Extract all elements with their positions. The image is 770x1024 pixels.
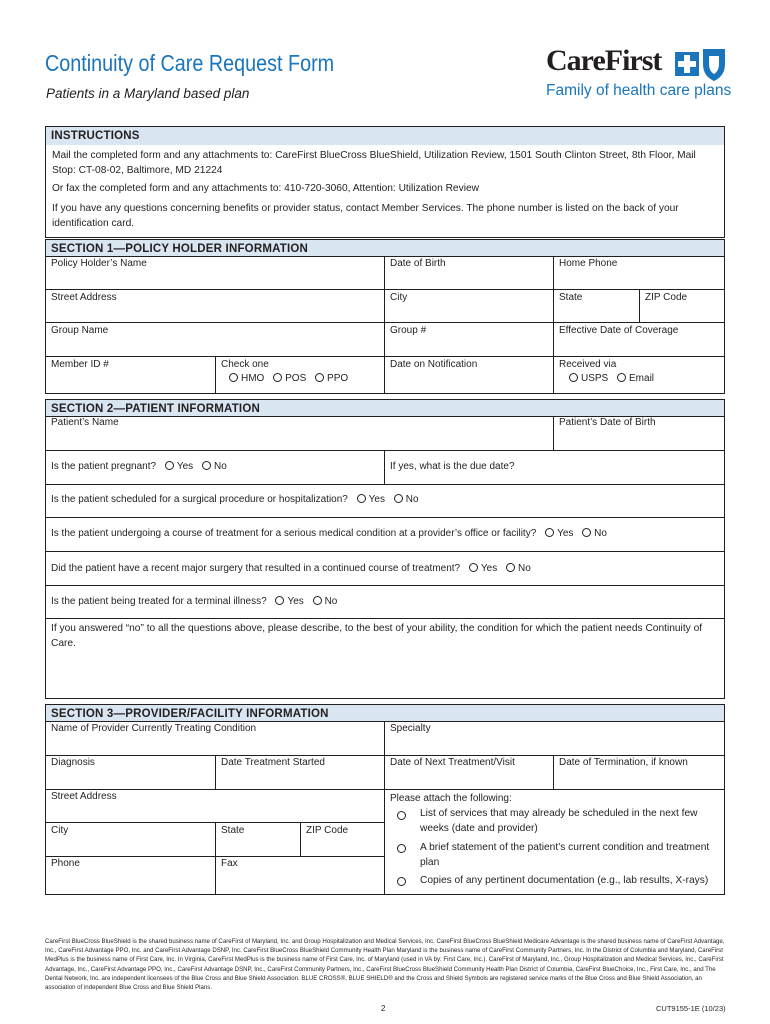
course-no-label: No (594, 528, 607, 539)
surgical-question (51, 494, 419, 505)
section1-heading: SECTION 1—POLICY HOLDER INFORMATION (46, 240, 724, 257)
instructions-fax: Or fax the completed form and any attachments to: 410-720-3060, Attention: Utilization Review (52, 183, 479, 194)
surgical-no-label: No (405, 494, 419, 505)
date-on-notification-field[interactable]: Date on Notification (390, 359, 478, 370)
logo-tagline: Family of health care plans (546, 82, 732, 99)
attach-services-checkbox[interactable] (397, 811, 406, 820)
termination-date-field[interactable]: Date of Termination, if known (559, 757, 688, 768)
attach-statement-checkbox[interactable] (397, 844, 406, 853)
course-yes-label: Yes (557, 528, 574, 539)
next-visit-field[interactable]: Date of Next Treatment/Visit (390, 757, 515, 768)
check-one-label: Check one (221, 359, 269, 370)
group-name-field[interactable]: Group Name (51, 325, 109, 336)
home-phone-field[interactable]: Home Phone (559, 258, 618, 269)
recent-surgery-question (51, 563, 531, 574)
street-address-field[interactable]: Street Address (51, 292, 117, 303)
diagnosis-field[interactable]: Diagnosis (51, 757, 95, 768)
terminal-yes-label: Yes (287, 596, 304, 607)
attach-documentation-checkbox[interactable] (397, 877, 406, 886)
provider-city-field[interactable]: City (51, 825, 69, 836)
page-number: 2 (381, 1004, 386, 1013)
usps-label: USPS (581, 373, 609, 384)
pregnant-question-text: Is the patient pregnant? (51, 461, 157, 472)
recent-surgery-question-text: Did the patient have a recent major surgery that resulted in a continued course of treatment? (51, 563, 461, 574)
patient-name-field[interactable]: Patient’s Name (51, 417, 119, 428)
date-of-birth-field[interactable]: Date of Birth (390, 258, 446, 269)
group-number-field[interactable]: Group # (390, 325, 427, 336)
email-label: Email (629, 373, 655, 384)
received-via-label: Received via (559, 359, 617, 370)
course-question (51, 528, 607, 539)
blue-cross-blue-shield-logo-icon (674, 46, 729, 87)
course-question-text: Is the patient undergoing a course of treatment for a serious medical condition at a provider’s office or facility? (51, 528, 537, 539)
effective-date-field[interactable]: Effective Date of Coverage (559, 325, 679, 336)
email-radio[interactable] (617, 373, 626, 382)
provider-phone-field[interactable]: Phone (51, 858, 80, 869)
specialty-field[interactable]: Specialty (390, 723, 431, 734)
provider-zip-field[interactable]: ZIP Code (306, 825, 349, 836)
form-title: Continuity of Care Request Form (45, 50, 335, 76)
terminal-yes-radio[interactable] (275, 596, 284, 605)
provider-name-field[interactable]: Name of Provider Currently Treating Condition (51, 723, 257, 734)
policy-holder-name-field[interactable]: Policy Holder’s Name (51, 258, 147, 269)
surgical-yes-label: Yes (368, 494, 385, 505)
provider-street-address-field[interactable]: Street Address (51, 791, 117, 802)
instructions-mail: Mail the completed form and any attachments to: CareFirst BlueCross BlueShield, Utilization Review, 1501 South Clinton Street, 8th Floor, Mail Stop: CT-08-02, Baltimore, MD 21224 (52, 150, 696, 176)
zip-code-field[interactable]: ZIP Code (645, 292, 688, 303)
section2-box (45, 399, 725, 699)
carefirst-logo-text: CareFirst (546, 44, 662, 77)
pregnant-yes-radio[interactable] (165, 461, 174, 470)
date-treatment-started-field[interactable]: Date Treatment Started (221, 757, 325, 768)
surgical-no-radio[interactable] (394, 494, 403, 503)
received-via-radios (563, 373, 654, 384)
attach-services-label: List of services that may already be scheduled in the next few weeks (date and provider) (420, 808, 698, 834)
attach-documentation-label: Copies of any pertinent documentation (e.g., lab results, X-rays) (420, 875, 709, 886)
pregnant-question (51, 461, 227, 472)
hmo-label: HMO (241, 373, 265, 384)
plan-type-radios (223, 373, 348, 384)
instructions-questions: If you have any questions concerning benefits or provider status, contact Member Services. The phone number is listed on the back of your identification card. (52, 203, 679, 229)
recent-yes-radio[interactable] (469, 563, 478, 572)
pregnant-no-label: No (213, 461, 227, 472)
recent-no-radio[interactable] (506, 563, 515, 572)
section2-heading: SECTION 2—PATIENT INFORMATION (46, 400, 724, 417)
pregnant-no-radio[interactable] (202, 461, 211, 470)
attach-heading: Please attach the following: (390, 793, 512, 804)
member-id-field[interactable]: Member ID # (51, 359, 109, 370)
condition-description-field[interactable]: If you answered “no” to all the questions above, please describe, to the best of your ability, the condition for which the patient needs Continuity of Care. (51, 623, 703, 649)
section3-heading: SECTION 3—PROVIDER/FACILITY INFORMATION (46, 705, 724, 722)
provider-fax-field[interactable]: Fax (221, 858, 238, 869)
pos-radio[interactable] (273, 373, 282, 382)
state-field[interactable]: State (559, 292, 583, 303)
instructions-heading: INSTRUCTIONS (46, 127, 724, 145)
terminal-question-text: Is the patient being treated for a terminal illness? (51, 596, 267, 607)
course-no-radio[interactable] (582, 528, 591, 537)
pos-label: POS (285, 373, 307, 384)
attach-statement-label: A brief statement of the patient’s current condition and treatment plan (420, 842, 710, 868)
surgical-question-text: Is the patient scheduled for a surgical procedure or hospitalization? (51, 494, 348, 505)
recent-yes-label: Yes (480, 563, 498, 574)
due-date-field[interactable]: If yes, what is the due date? (390, 461, 515, 472)
legal-footer: CareFirst BlueCross BlueShield is the shared business name of CareFirst of Maryland, Inc. and Group Hospitalization and Medical Services, Inc. CareFirst BlueCross BlueShield Medicare Advantage is the shared business name of CareFirst Advantage, Inc., CareFirst Advantage PPO, Inc. and CareFirst Advantage DSNP, Inc. CareFirst BlueCross BlueShield Community Health Plan Maryland is the business name of CareFirst Community Partners, Inc. In the District of Columbia and Maryland, CareFirst MedPlus is the business name of First Care, Inc. In Virginia, CareFirst MedPlus is the business name of First Care, Inc. of Maryland (used in VA by: First Care, Inc.). CareFirst of Maryland, Inc., Group Hospitalization and Medical Services, Inc., CareFirst Advantage, Inc., CareFirst Advantage PPO, Inc., CareFirst Advantage DSNP, Inc., CareFirst Community Partners, Inc., CareFirst BlueCross BlueShield Community Health Plan District of Columbia, CareFirst BlueChoice, Inc., First Care, Inc., and The Dental Network, Inc. are independent licensees of the Blue Cross and Blue Shield Association. BLUE CROSS®, BLUE SHIELD® and the Cross and Shield Symbols are registered service marks of the Blue Cross and Blue Shield Association, an association of independent Blue Cross and Blue Shield Plans. (45, 938, 725, 992)
surgical-yes-radio[interactable] (357, 494, 366, 503)
recent-no-label: No (518, 563, 531, 574)
ppo-label: PPO (327, 373, 349, 384)
hmo-radio[interactable] (229, 373, 238, 382)
provider-state-field[interactable]: State (221, 825, 245, 836)
course-yes-radio[interactable] (545, 528, 554, 537)
form-subtitle: Patients in a Maryland based plan (46, 86, 250, 101)
terminal-question (51, 596, 337, 607)
pregnant-yes-label: Yes (176, 461, 194, 472)
city-field[interactable]: City (390, 292, 408, 303)
usps-radio[interactable] (569, 373, 578, 382)
terminal-no-radio[interactable] (313, 596, 322, 605)
ppo-radio[interactable] (315, 373, 324, 382)
terminal-no-label: No (324, 596, 338, 607)
form-code: CUT9155-1E (10/23) (656, 1004, 726, 1013)
patient-dob-field[interactable]: Patient’s Date of Birth (559, 417, 656, 428)
section1-box (45, 239, 725, 394)
